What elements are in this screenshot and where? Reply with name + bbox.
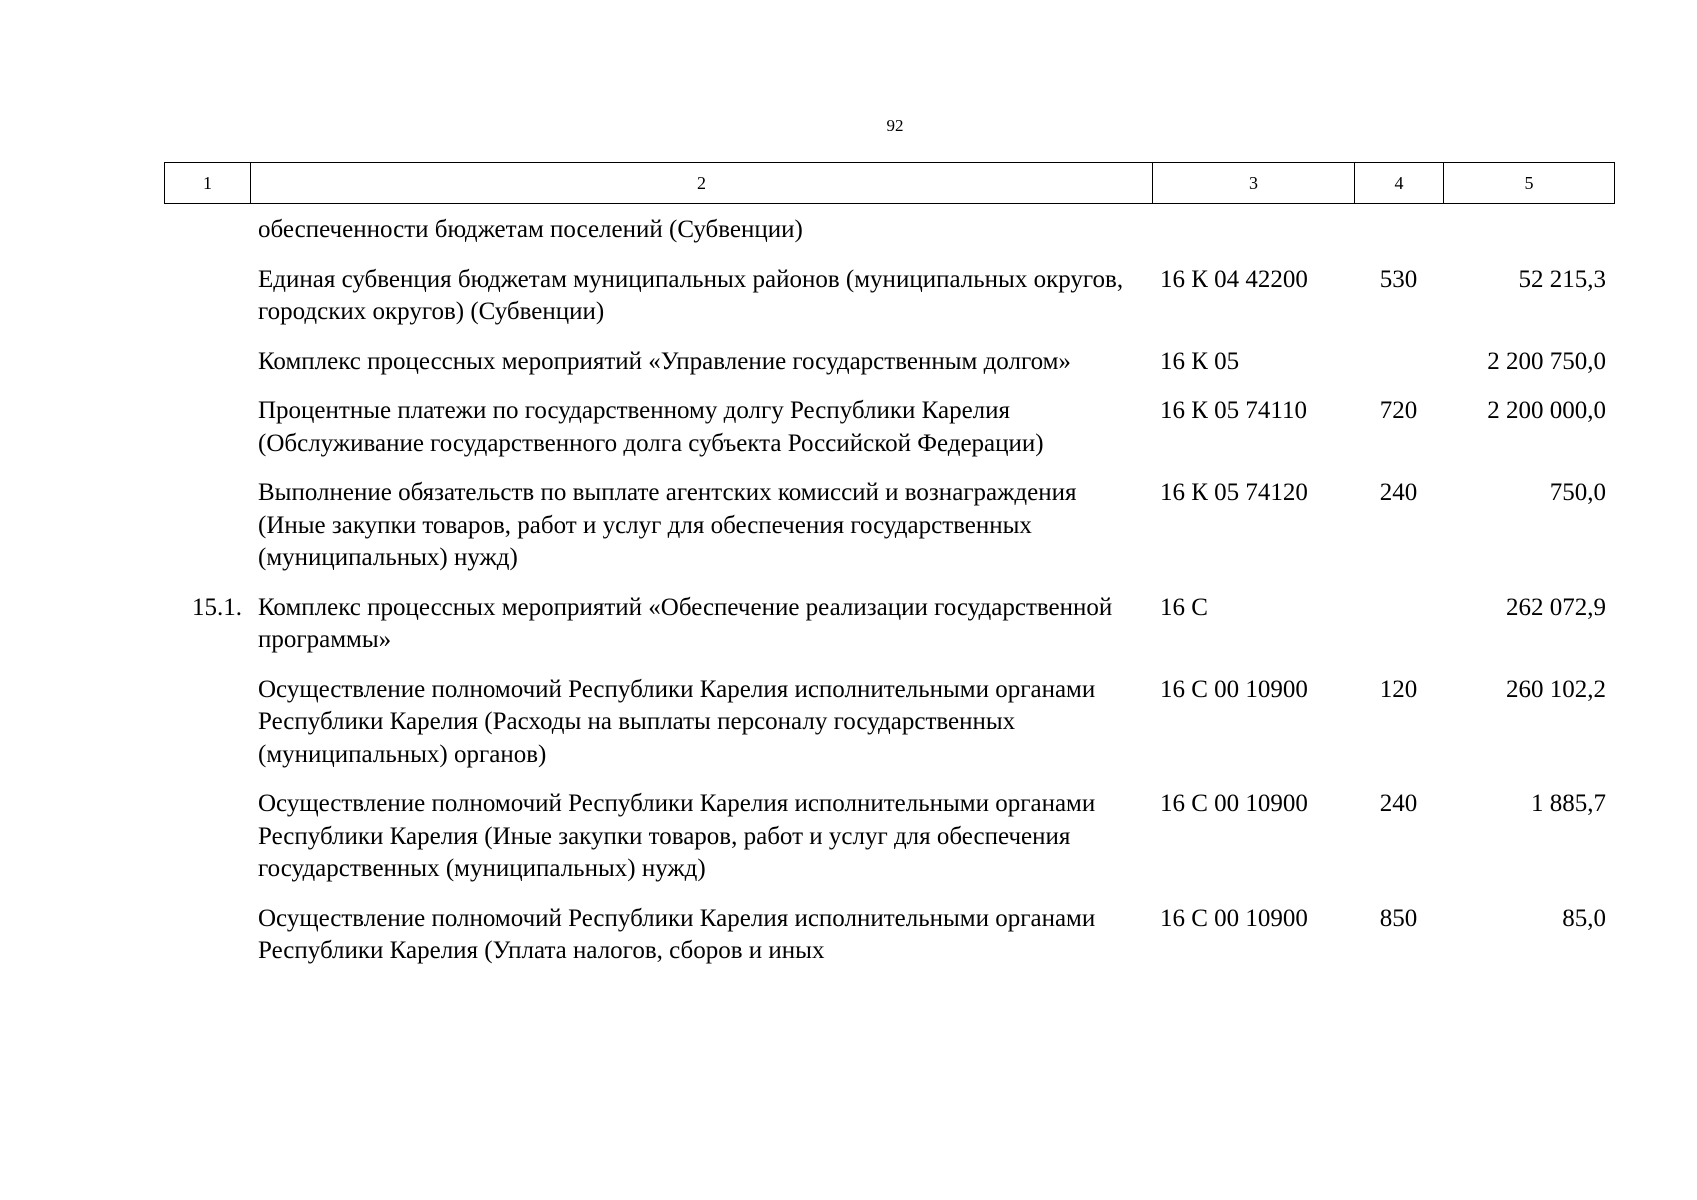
table-row	[164, 674, 1614, 772]
row-name: Осуществление полномочий Республики Карелия исполнительными органами Республики Карелия (Иные закупки товаров, работ и услуг для обеспечения государственных (муниципальных) нужд)	[258, 790, 1096, 882]
row-number	[164, 903, 250, 968]
budget-table-body	[164, 214, 1614, 985]
row-code: 16 К 04 42200	[1160, 265, 1308, 293]
row-code: 16 С 00 10900	[1160, 904, 1308, 932]
row-expense-type	[1354, 346, 1443, 379]
table-row	[164, 788, 1614, 886]
row-expense-type	[1354, 214, 1443, 247]
table-row	[164, 592, 1614, 657]
row-amount: 2 200 750,0	[1487, 347, 1606, 375]
column-header-4: 4	[1355, 163, 1444, 204]
row-code: 16 С	[1160, 593, 1208, 621]
row-number	[164, 395, 250, 460]
row-amount: 262 072,9	[1506, 593, 1606, 621]
row-code: 16 К 05 74120	[1160, 479, 1308, 506]
row-number: 15.1.	[192, 593, 242, 621]
row-number	[164, 264, 250, 329]
column-header-2: 2	[251, 163, 1153, 204]
table-row	[164, 264, 1614, 329]
column-header-table	[164, 162, 1615, 204]
table-row	[164, 903, 1614, 968]
row-code: 16 С 00 10900	[1160, 675, 1308, 703]
row-name: Комплекс процессных мероприятий «Обеспечение реализации государственной программы»	[258, 593, 1113, 653]
row-number	[164, 788, 250, 886]
table-row	[164, 346, 1614, 379]
table-row	[164, 214, 1614, 247]
row-number	[164, 346, 250, 379]
column-header-3: 3	[1153, 163, 1355, 204]
row-expense-type: 240	[1379, 479, 1418, 506]
row-number	[164, 214, 250, 247]
row-expense-type: 240	[1379, 790, 1418, 817]
column-header-row	[165, 163, 1615, 204]
column-header-1: 1	[165, 163, 251, 204]
row-amount: 750,0	[1549, 479, 1606, 506]
row-name: Процентные платежи по государственному долгу Республики Карелия (Обслуживание государственного долга субъекта Российской Федерации)	[258, 397, 1044, 457]
row-name: Осуществление полномочий Республики Карелия исполнительными органами Республики Карелия (Уплата налогов, сборов и иных	[258, 904, 1096, 964]
row-amount: 1 885,7	[1531, 790, 1606, 817]
row-expense-type	[1354, 592, 1443, 657]
column-header-5: 5	[1444, 163, 1615, 204]
row-name: Осуществление полномочий Республики Карелия исполнительными органами Республики Карелия (Расходы на выплаты персоналу государственных (муниципальных) органов)	[258, 675, 1096, 768]
row-amount	[1443, 214, 1614, 247]
row-number	[164, 477, 250, 575]
row-name: Комплекс процессных мероприятий «Управление государственным долгом»	[258, 347, 1071, 375]
row-code	[1152, 214, 1354, 247]
row-expense-type: 720	[1379, 397, 1418, 424]
table-row	[164, 477, 1614, 575]
row-amount: 2 200 000,0	[1487, 397, 1606, 424]
row-expense-type: 120	[1379, 675, 1418, 703]
row-amount: 85,0	[1562, 904, 1606, 932]
row-expense-type: 850	[1379, 904, 1418, 932]
row-name: Единая субвенция бюджетам муниципальных районов (муниципальных округов, городских округов) (Субвенции)	[258, 265, 1124, 325]
row-code: 16 К 05 74110	[1160, 397, 1307, 424]
row-code: 16 К 05	[1160, 347, 1240, 375]
page-number: 92	[886, 116, 904, 135]
table-row	[164, 395, 1614, 460]
row-expense-type: 530	[1379, 265, 1418, 293]
row-amount: 52 215,3	[1518, 265, 1606, 293]
row-number	[164, 674, 250, 772]
row-code: 16 С 00 10900	[1160, 790, 1308, 817]
row-name: обеспеченности бюджетам поселений (Субвенции)	[258, 216, 803, 243]
row-name: Выполнение обязательств по выплате агентских комиссий и вознаграждения (Иные закупки товаров, работ и услуг для обеспечения государственных (муниципальных) нужд)	[258, 479, 1077, 571]
row-amount: 260 102,2	[1506, 675, 1606, 703]
